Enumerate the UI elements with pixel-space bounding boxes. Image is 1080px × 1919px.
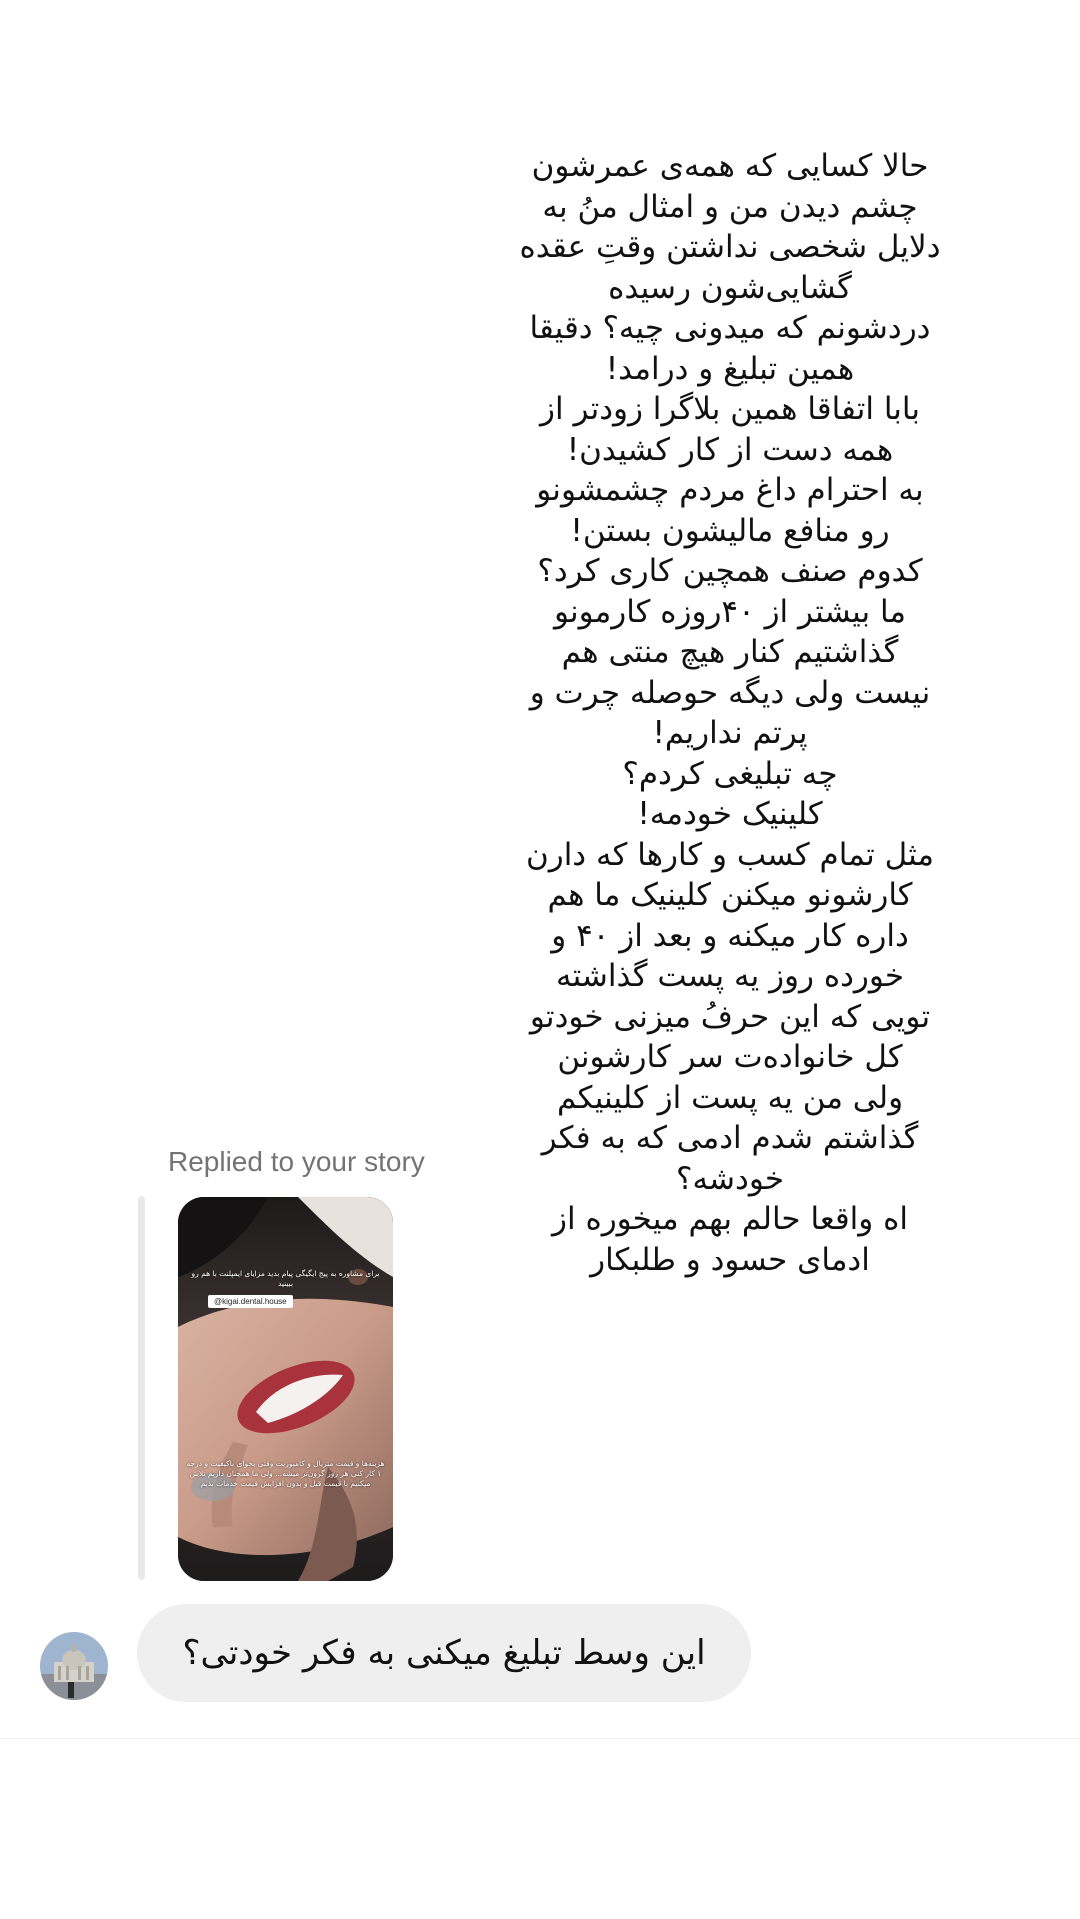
story-reply-line: چشم دیدن من و امثال منُ به xyxy=(542,188,918,225)
story-reply-line: خورده روز یه پست گذاشته xyxy=(555,958,905,994)
story-reply-line: کل خانوادەت سر کارشونن xyxy=(557,1039,903,1075)
story-reply-line: ما بیشتر از ۴۰روزه کارمونو xyxy=(553,593,907,630)
message-bubble[interactable] xyxy=(137,1604,751,1702)
story-handle-sticker: @kigai.dental.house xyxy=(208,1295,293,1308)
replied-to-story-label: Replied to your story xyxy=(168,1146,425,1177)
story-reply-line: گذاشتم شدم ادمی که به فکر xyxy=(541,1120,919,1156)
story-reply-line: پرتم نداریم! xyxy=(652,715,808,751)
story-reply-line: کارشونو میکنن کلینیک ما هم xyxy=(547,877,913,913)
story-reply-line: مثل تمام کسب و کارها که دارن xyxy=(525,836,935,873)
story-reply-line: بابا اتفاقا همین بلاگرا زودتر از xyxy=(540,391,920,427)
story-top-caption: برای مشاوره به پیج ایگیگی پیام بدید مزایای ایمپلنت با هم رو ببینید xyxy=(191,1269,380,1288)
story-reply-line: دلایل شخصی نداشتن وقتِ عقده xyxy=(519,229,941,265)
story-reply-line: داره کار میکنه و بعد از ۴۰ و xyxy=(551,917,909,954)
story-reply-line: اه واقعا حالم بهم میخوره از xyxy=(552,1201,908,1237)
story-reply-line: حالا کسایی که همه‌ی عمرشون xyxy=(531,148,929,184)
message-text: این وسط تبلیغ میکنی به فکر خودتی؟ xyxy=(182,1633,706,1673)
story-reply-text xyxy=(470,146,990,1280)
reply-quote-bar xyxy=(138,1196,145,1580)
story-photo xyxy=(178,1197,393,1581)
story-reply-line: دردشونم که میدونی چیه؟ دقیقا xyxy=(529,310,931,346)
story-reply-line: به احترام داغ مردم چشمشونو xyxy=(536,472,924,508)
story-reply-line: کلینیک خودمه! xyxy=(637,796,823,832)
story-reply-line: گذاشتیم کنار هیچ منتی هم xyxy=(561,634,899,670)
story-reply-line: گشایی‌شون رسیده xyxy=(608,269,852,306)
story-reply-line: کدوم صنف همچین کاری کرد؟ xyxy=(537,553,923,589)
story-reply-line: همین تبلیغ و درامد! xyxy=(605,350,855,387)
story-reply-line: تویی که این حرفُ میزنی خودتو xyxy=(529,998,931,1035)
story-reply-line: چه تبلیغی کردم؟ xyxy=(622,755,838,792)
story-bottom-caption: هزینه‌ها و قیمت متریال و کامپوزیت وقتی بخوای باکیفیت و درجه ۱ کار کنی هر روز گرون‌تر میشه... ولی ما همچنان داریم تلاش میکنیم با قیمت قبل و بدون افزایش قیمت خدمات بدیم xyxy=(186,1459,385,1488)
story-reply-line: ولی من یه پست از کلینیکم xyxy=(556,1079,904,1116)
avatar-image xyxy=(40,1632,108,1700)
story-reply-line: رو منافع مالیشون بستن! xyxy=(570,512,890,549)
story-reply-line: همه دست از کار کشیدن! xyxy=(566,431,894,468)
sender-avatar[interactable] xyxy=(40,1632,108,1700)
story-reply-line: ادمای حسود و طلبکار xyxy=(590,1241,870,1278)
composer-divider xyxy=(0,1738,1080,1739)
story-thumbnail[interactable] xyxy=(178,1197,393,1581)
story-reply-line: خودشه؟ xyxy=(675,1160,785,1197)
story-reply-line: نیست ولی دیگه حوصله چرت و xyxy=(529,674,931,711)
